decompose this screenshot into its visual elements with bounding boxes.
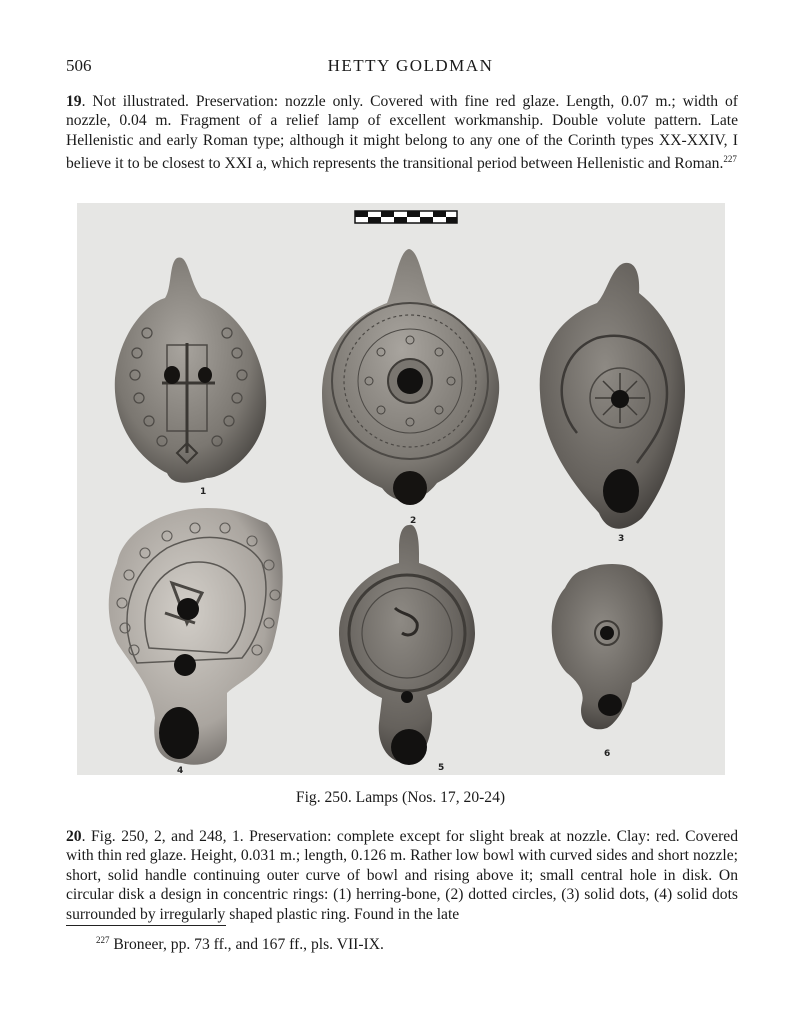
entry-number-19: 19: [66, 93, 82, 110]
paragraph-19: [66, 92, 738, 174]
lamps-photograph: [77, 203, 725, 775]
entry-number-20: 20: [66, 828, 82, 845]
paragraph-20-text: . Fig. 250, 2, and 248, 1. Preservation: complete except for slight break at nozzle. Clay: red. Covered with thin red glaze. Height, 0.031 m.; length, 0.126 m. Rather low bowl with curved sides and short nozzle; short, solid handle continuing outer curve of bowl and rising above it; small central hole in disk. On circular disk a design in concentric rings: (1) herring-bone, (2) dotted circles, (3) solid dots, (4) solid dots surrounded by irregularly shaped plastic ring. Found in the late: [66, 828, 738, 923]
footnote-text: Broneer, pp. 73 ff., and 167 ff., pls. VII-IX.: [109, 936, 384, 953]
lamp-6: [552, 564, 663, 729]
lamp-2: [322, 249, 499, 505]
lamp-3: [540, 263, 685, 529]
lamp-1: [115, 257, 266, 482]
running-title: HETTY GOLDMAN: [327, 56, 494, 75]
footnote: [96, 935, 384, 954]
lamp-label-5: 5: [438, 763, 445, 773]
footnote-marker: 227: [96, 935, 110, 945]
lamp-label-1: 1: [200, 487, 207, 497]
paragraph-20: [66, 827, 738, 924]
lamp-label-2: 2: [410, 516, 417, 526]
lamp-label-4: 4: [177, 766, 184, 775]
page-number: 506: [66, 56, 92, 75]
lamp-5: [339, 525, 475, 765]
lamp-label-6: 6: [604, 749, 611, 759]
footnote-ref: 227: [723, 154, 737, 165]
figure-caption: Fig. 250. Lamps (Nos. 17, 20-24): [295, 789, 506, 806]
paragraph-19-text: . Not illustrated. Preservation: nozzle only. Covered with fine red glaze. Length, 0.07 m.; width of nozzle, 0.04 m. Fragment of a relief lamp of excellent workmanship. Double volute pattern. Late Hellenistic and early Roman type; although it might belong to any one of the Corinth types XX-XXIV, I believe it to be closest to XXI a, which represents the transitional period between Hellenistic and Roman.: [66, 93, 738, 173]
footnote-rule: [66, 925, 226, 926]
lamp-label-3: 3: [618, 534, 625, 544]
scale-bar: [355, 211, 457, 223]
lamp-4: [109, 508, 283, 765]
